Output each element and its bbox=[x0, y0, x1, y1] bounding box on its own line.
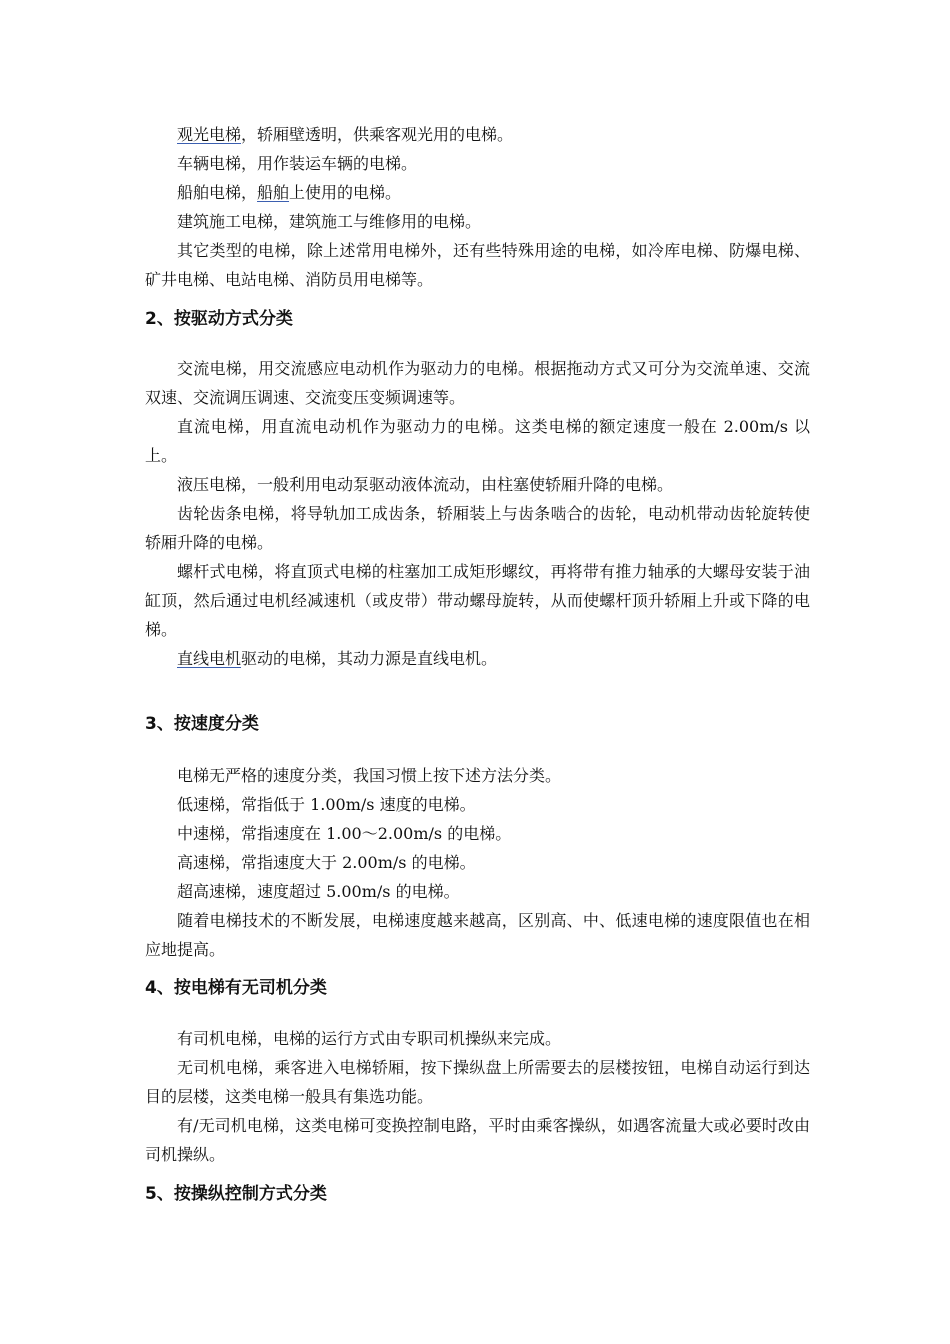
ship-link[interactable]: 船舶 bbox=[257, 183, 290, 202]
paragraph-without-driver: 无司机电梯，乘客进入电梯轿厢，按下操纵盘上所需要去的层楼按钮，电梯自动运行到达目的层楼，这类电梯一般具有集选功能。 bbox=[145, 1058, 810, 1106]
paragraph-dc-elevator: 直流电梯，用直流电动机作为驱动力的电梯。这类电梯的额定速度一般在 2.00m/s 以上。 bbox=[145, 417, 810, 465]
section-heading-3 bbox=[145, 711, 259, 737]
paragraph-ultra-high-speed: 超高速梯，速度超过 5.00m/s 的电梯。 bbox=[177, 882, 460, 901]
paragraph-speed-development: 随着电梯技术的不断发展，电梯速度越来越高，区别高、中、低速电梯的速度限值也在相应地提高。 bbox=[145, 911, 810, 959]
section-number: 5 bbox=[145, 1184, 157, 1204]
paragraph-text: 上使用的电梯。 bbox=[289, 183, 402, 202]
paragraph-construction-elevator: 建筑施工电梯，建筑施工与维修用的电梯。 bbox=[177, 212, 482, 231]
paragraph-with-without-driver: 有/无司机电梯，这类电梯可变换控制电路，平时由乘客操纵，如遇客流量大或必要时改由司机操纵。 bbox=[145, 1116, 810, 1164]
section-title: 、按电梯有无司机分类 bbox=[156, 978, 327, 998]
paragraph-sightseeing-elevator bbox=[145, 120, 810, 149]
sightseeing-elevator-link[interactable]: 观光电梯 bbox=[177, 125, 242, 144]
paragraph-ship-elevator bbox=[145, 178, 810, 207]
section-number: 4 bbox=[145, 978, 157, 998]
paragraph-text: 驱动的电梯，其动力源是直线电机。 bbox=[241, 649, 498, 668]
paragraph-low-speed: 低速梯，常指低于 1.00m/s 速度的电梯。 bbox=[177, 795, 476, 814]
section-title: 、按驱动方式分类 bbox=[156, 309, 293, 329]
section-title: 、按速度分类 bbox=[156, 714, 259, 734]
paragraph-ac-elevator: 交流电梯，用交流感应电动机作为驱动力的电梯。根据拖动方式又可分为交流单速、交流双速、交流调压调速、交流变压变频调速等。 bbox=[145, 359, 810, 407]
paragraph-high-speed: 高速梯，常指速度大于 2.00m/s 的电梯。 bbox=[177, 853, 476, 872]
paragraph-with-driver: 有司机电梯，电梯的运行方式由专职司机操纵来完成。 bbox=[177, 1029, 562, 1048]
section-number: 2 bbox=[145, 309, 157, 329]
paragraph-linear-motor-elevator bbox=[145, 644, 810, 673]
paragraph-text: ，轿厢壁透明，供乘客观光用的电梯。 bbox=[241, 125, 514, 144]
paragraph-other-elevators: 其它类型的电梯，除上述常用电梯外，还有些特殊用途的电梯，如冷库电梯、防爆电梯、矿井电梯、电站电梯、消防员用电梯等。 bbox=[145, 241, 810, 289]
paragraph-hydraulic-elevator: 液压电梯，一般利用电动泵驱动液体流动，由柱塞使轿厢升降的电梯。 bbox=[177, 475, 674, 494]
paragraph-vehicle-elevator: 车辆电梯，用作装运车辆的电梯。 bbox=[177, 154, 418, 173]
section-heading-2 bbox=[145, 306, 293, 332]
paragraph-text: 船舶电梯， bbox=[177, 183, 258, 202]
paragraph-rack-pinion-elevator: 齿轮齿条电梯，将导轨加工成齿条，轿厢装上与齿条啮合的齿轮，电动机带动齿轮旋转使轿厢升降的电梯。 bbox=[145, 504, 810, 552]
section-number: 3 bbox=[145, 714, 157, 734]
section-title: 、按操纵控制方式分类 bbox=[156, 1184, 327, 1204]
linear-motor-link[interactable]: 直线电机 bbox=[177, 649, 242, 668]
paragraph-medium-speed: 中速梯，常指速度在 1.00～2.00m/s 的电梯。 bbox=[177, 824, 512, 843]
paragraph-speed-intro: 电梯无严格的速度分类，我国习惯上按下述方法分类。 bbox=[177, 766, 562, 785]
paragraph-screw-elevator: 螺杆式电梯，将直顶式电梯的柱塞加工成矩形螺纹，再将带有推力轴承的大螺母安装于油缸顶，然后通过电机经减速机（或皮带）带动螺母旋转，从而使螺杆顶升轿厢上升或下降的电梯。 bbox=[145, 562, 810, 639]
section-heading-5 bbox=[145, 1181, 327, 1207]
section-heading-4 bbox=[145, 975, 327, 1001]
